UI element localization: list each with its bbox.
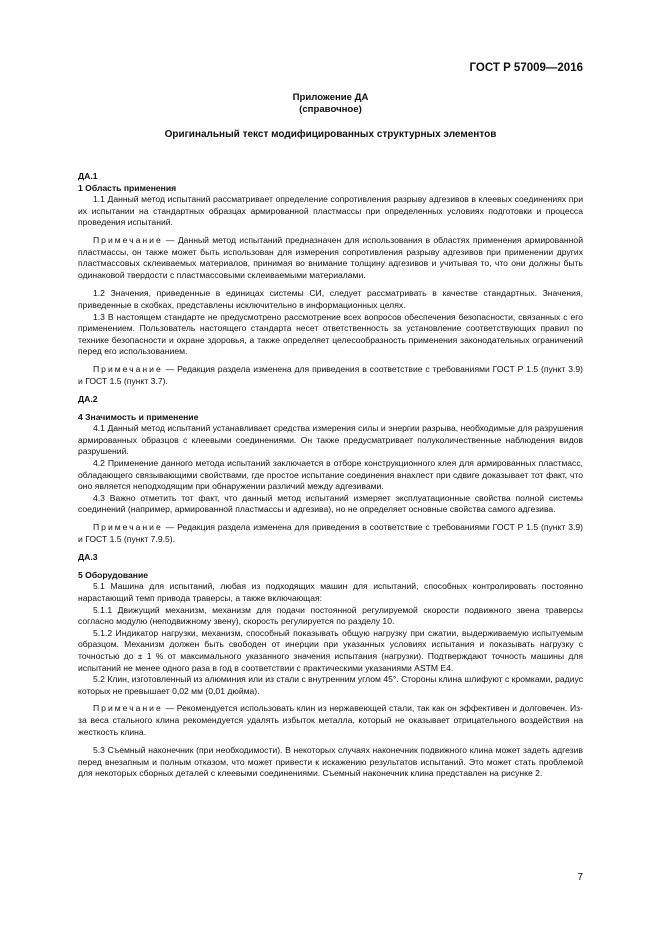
section-title: 5 Оборудование [78, 569, 149, 580]
section-da2 [78, 394, 583, 545]
paragraph: 5.3 Съемный наконечник (при необходимости). В некоторых случаях наконечник подвижного клина может задеть адгезив перед внезапным и полным отказом, что может привести к искажению результатов испытаний. Это может стать проблемой для некоторых сборных деталей с клеевыми соединениями. Съемный наконечник клина представлен на рисунке 2. [78, 745, 583, 779]
note [78, 522, 583, 545]
note-text: — Редакция раздела изменена для приведения в соответствие с требованиями ГОСТ Р 1.5 (пункт 3.9) и ГОСТ 1.5 (пункт 3.7). [78, 363, 583, 386]
paragraph: 5.2 Клин, изготовленный из алюминия или из стали с внутренним углом 45°. Стороны клина шлифуют с кромками, радиус которых не превышает 0,02 мм (0,01 дюйма). [78, 674, 583, 696]
note-label: Примечание [93, 363, 163, 374]
paragraph: 4.3 Важно отметить тот факт, что данный метод испытаний измеряет эксплуатационные свойства полной системы соединений (например, армированной пластмассы и адгезива), но не определяет основные свойства самого адгезива. [78, 492, 583, 515]
note-label: Примечание [93, 703, 163, 714]
note-label: Примечание [93, 522, 163, 533]
section-code: ДА.3 [78, 552, 98, 563]
document-body [78, 171, 583, 780]
paragraph: 5.1 Машина для испытаний, любая из подходящих машин для испытаний, способных контролировать постоянно нарастающий темп привода траверсы, а также включающая: [78, 581, 583, 603]
page-number: 7 [577, 872, 583, 883]
paragraph: 4.1 Данный метод испытаний устанавливает средства измерения силы и энергии разрыва, необходимые для разрушения армированных образцов с клеевыми соединениями. Он также предусматривает полуколичественные наблюдения видов разрушений. [78, 423, 583, 457]
note-text: — Редакция раздела изменена для приведения в соответствие с требованиями ГОСТ Р 1.5 (пункт 3.9) и ГОСТ 1.5 (пункт 7.9.5). [78, 522, 583, 544]
note-label: Примечание [93, 234, 163, 245]
paragraph: 5.1.2 Индикатор нагрузки, механизм, способный показывать общую нагрузку при сжатии, выдерживаемую испытуемым образцом. Механизм должен быть свободен от инерции при указанных условиях испытания и показывать нагрузку с точностью до ± 1 % от максимального указанного значения испытания (нагрузки). Подтверждают точность машины для испытаний не менее одного раза в год в соответствии с практическими указаниями ASTM E4. [78, 627, 583, 673]
paragraph: 1.2 Значения, приведенные в единицах системы СИ, следует рассматривать в качестве стандартных. Значения, приведенные в скобках, представлены исключительно в информационных целях. [78, 288, 583, 310]
section-title: 1 Область применения [78, 182, 177, 193]
paragraph: 1.1 Данный метод испытаний рассматривает определение сопротивления разрыву адгезивов в клеевых соединениях при их испытании на стандартных образцах армированной пластмассы при определенных условиях подготовки и процесса проведения испытаний. [78, 194, 583, 228]
paragraph: 5.1.1 Движущий механизм, механизм для подачи постоянной регулируемой скорости подвижного звена траверсы согласно модулю (неподвижному звену), скорость регулируется по разделу 10. [78, 604, 583, 627]
annex-heading: Оригинальный текст модифицированных структурных элементов [164, 129, 497, 140]
section-title: 4 Значимость и применение [78, 411, 199, 422]
annex-subtitle: (справочное) [299, 104, 362, 115]
section-da1 [78, 171, 583, 387]
note [78, 703, 583, 738]
note-text: — Рекомендуется использовать клин из нержавеющей стали, так как он эффективен и долговечен. Из-за веса стального клина рекомендуется удалять избыток металла, который не оказывает отрицательного воздействия на жесткость клина. [78, 703, 583, 737]
paragraph: 4.2 Применение данного метода испытаний заключается в отборе конструкционного клея для армированных пластмасс, обладающего связывающими свойствами, где простое испытание соединения внахлест при сдвиге доказывает тот факт, что оно является неподходящим при обнаружении различий между адгезивами. [78, 458, 583, 492]
note-text: — Данный метод испытаний предназначен для использования в областях применения армированной пластмассы, он также может быть использован для измерения сопротивления разрыву адгезивов при применении других пластмассовых склеиваемых материалов, принимая во внимание толщину адгезивов и учитывая то, что они должны быть одинаковой твердости с пластмассовыми склеиваемыми материалами. [78, 234, 583, 280]
note [78, 364, 583, 387]
paragraph: 1.3 В настоящем стандарте не предусмотрено рассмотрение всех вопросов обеспечения безопасности, связанных с его применением. Пользователь настоящего стандарта несет ответственность за установление соответствующих правил по технике безопасности и охране здоровья, а также определяет целесообразность применения законодательных ограничений перед его использованием. [78, 311, 583, 357]
note [78, 235, 583, 281]
section-da3 [78, 552, 583, 780]
section-code: ДА.2 [78, 394, 98, 405]
annex-title: Приложение ДА [292, 92, 369, 103]
document-id: ГОСТ Р 57009—2016 [469, 62, 583, 74]
section-code: ДА.1 [78, 171, 98, 181]
